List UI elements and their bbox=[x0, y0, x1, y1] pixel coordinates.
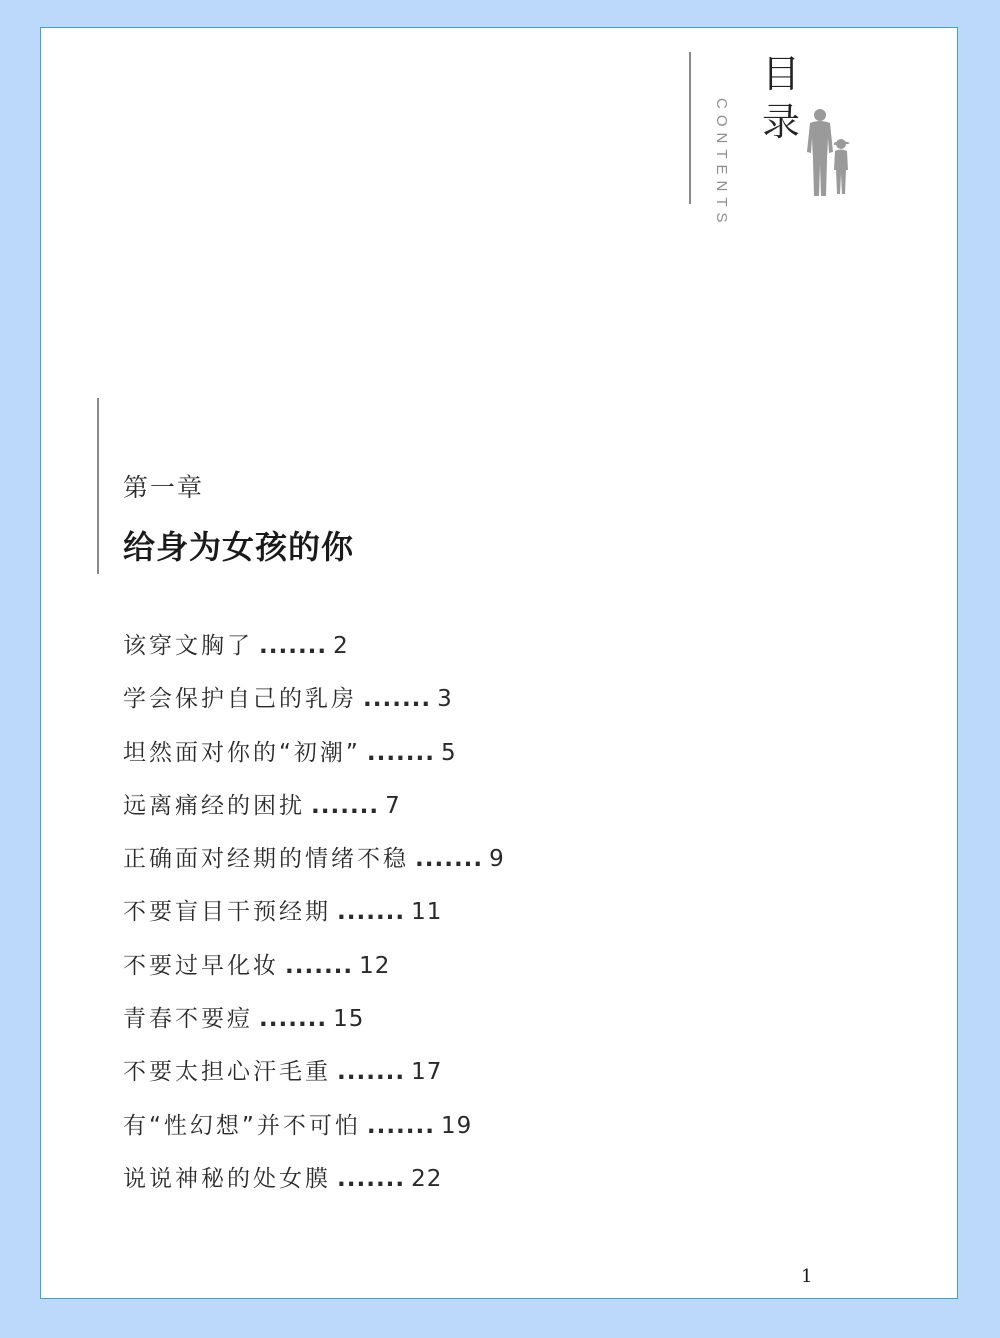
toc-entry-leader: ....... bbox=[337, 899, 406, 926]
toc-entry-title: 学会保护自己的乳房 bbox=[123, 686, 357, 713]
toc-entry[interactable] bbox=[123, 735, 505, 788]
toc-entry[interactable] bbox=[123, 628, 505, 681]
chapter-title: 给身为女孩的你 bbox=[123, 528, 355, 566]
toc-entry-page: 15 bbox=[333, 1006, 365, 1033]
toc-entry[interactable] bbox=[123, 1001, 505, 1054]
toc-entry-leader: ....... bbox=[259, 1006, 328, 1033]
toc-entry-title: 青春不要痘 bbox=[123, 1006, 253, 1033]
toc-entry-page: 7 bbox=[385, 792, 401, 819]
toc-entry-title: 不要过早化妆 bbox=[123, 952, 279, 979]
toc-entry-leader: ....... bbox=[366, 739, 436, 766]
toc-entry[interactable] bbox=[123, 788, 505, 841]
toc-entry[interactable] bbox=[123, 1054, 505, 1107]
toc-entry-leader: ....... bbox=[311, 792, 380, 819]
toc-entry-leader: ....... bbox=[366, 1112, 436, 1139]
chapter-label: 第一章 bbox=[123, 473, 205, 502]
toc-entry[interactable] bbox=[123, 948, 505, 1001]
toc-entry-title: 有“性幻想”并不可怕 bbox=[123, 1112, 361, 1139]
page-title: 目录 bbox=[761, 52, 800, 144]
book-page bbox=[40, 27, 958, 1299]
adult-child-silhouette-icon bbox=[804, 108, 856, 198]
toc-entry-title: 坦然面对你的“初潮” bbox=[123, 739, 361, 766]
toc-entry-leader: ....... bbox=[337, 1059, 406, 1086]
toc-entry-page: 2 bbox=[333, 633, 349, 659]
toc-entry[interactable] bbox=[123, 841, 505, 894]
toc-entry-title: 正确面对经期的情绪不稳 bbox=[123, 846, 409, 873]
chapter-divider bbox=[97, 398, 99, 574]
toc-entry[interactable] bbox=[123, 894, 505, 947]
toc-entry[interactable] bbox=[123, 1161, 505, 1214]
toc-entry-leader: ....... bbox=[337, 1165, 406, 1192]
page-number: 1 bbox=[801, 1266, 813, 1287]
toc-entry-page: 22 bbox=[411, 1165, 443, 1192]
toc-entry-title: 说说神秘的处女膜 bbox=[123, 1165, 331, 1192]
toc-entry-title: 不要盲目干预经期 bbox=[123, 899, 331, 926]
toc-entry-page: 12 bbox=[359, 952, 391, 979]
toc-entry-page: 9 bbox=[489, 846, 505, 873]
header-divider bbox=[689, 52, 691, 204]
toc-entry-leader: ....... bbox=[363, 686, 432, 713]
toc-entry-page: 19 bbox=[441, 1112, 473, 1139]
toc-entry[interactable] bbox=[123, 681, 505, 734]
toc-entry-page: 5 bbox=[441, 739, 457, 766]
toc-entry-title: 不要太担心汗毛重 bbox=[123, 1059, 331, 1086]
toc-entry-page: 3 bbox=[437, 686, 453, 713]
toc-list bbox=[123, 628, 505, 1214]
toc-entry-title: 远离痛经的困扰 bbox=[123, 792, 305, 819]
contents-subtitle: CONTENTS bbox=[713, 98, 730, 229]
toc-entry[interactable] bbox=[123, 1108, 505, 1161]
toc-entry-page: 17 bbox=[411, 1059, 443, 1086]
toc-entry-page: 11 bbox=[411, 899, 443, 926]
toc-entry-leader: ....... bbox=[285, 952, 354, 979]
toc-entry-leader: ....... bbox=[415, 846, 484, 873]
toc-entry-title: 该穿文胸了 bbox=[123, 633, 253, 659]
toc-entry-leader: ....... bbox=[259, 633, 328, 659]
